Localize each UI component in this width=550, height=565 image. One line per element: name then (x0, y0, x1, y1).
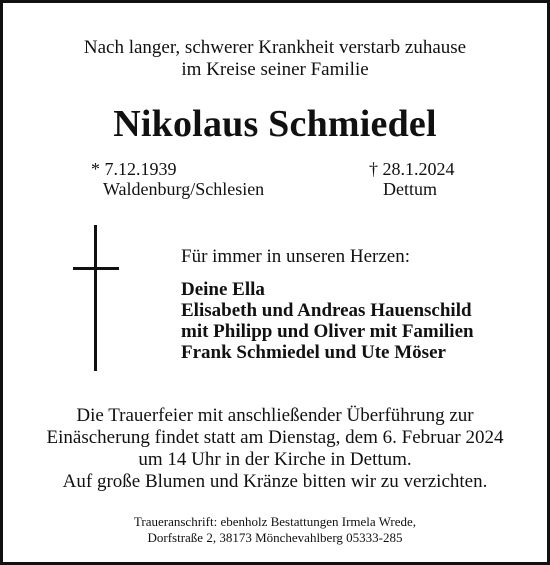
cross-icon (73, 225, 119, 371)
service-line: Einäscherung findet statt am Dienstag, dem 6. Februar 2024 (46, 427, 504, 448)
death-info (369, 159, 455, 199)
address-line: Traueranschrift: ebenholz Bestattungen Irmela Wrede, (133, 514, 417, 529)
cross-horizontal-bar (73, 267, 119, 270)
intro-text (3, 37, 547, 81)
service-line: Auf große Blumen und Kränze bitten wir zu verzichten. (62, 471, 488, 492)
service-line: Die Trauerfeier mit anschließender Überführung zur (76, 405, 474, 426)
motto-text: Für immer in unseren Herzen: (181, 246, 410, 267)
mourners-list (181, 279, 474, 363)
address-line: Dorfstraße 2, 38173 Mönchevahlberg 05333-285 (147, 530, 403, 545)
mourning-address (3, 514, 547, 546)
mourner-line: mit Philipp und Oliver mit Familien (181, 321, 474, 342)
death-date: † 28.1.2024 (369, 159, 455, 179)
intro-line: im Kreise seiner Familie (181, 59, 369, 80)
deceased-name: Nikolaus Schmiedel (113, 103, 437, 145)
birth-place: Waldenburg/Schlesien (103, 179, 265, 199)
death-place: Dettum (383, 179, 437, 199)
cross-vertical-bar (94, 225, 97, 371)
birth-date: * 7.12.1939 (91, 159, 177, 179)
mourner-line: Frank Schmiedel und Ute Möser (181, 342, 446, 363)
birth-info (91, 159, 264, 199)
intro-line: Nach langer, schwerer Krankheit verstarb zuhause (83, 37, 467, 58)
service-line: um 14 Uhr in der Kirche in Dettum. (138, 449, 412, 470)
mourner-line: Deine Ella (181, 279, 265, 300)
funeral-service-info (3, 405, 547, 493)
mourner-line: Elisabeth und Andreas Hauenschild (181, 300, 472, 321)
